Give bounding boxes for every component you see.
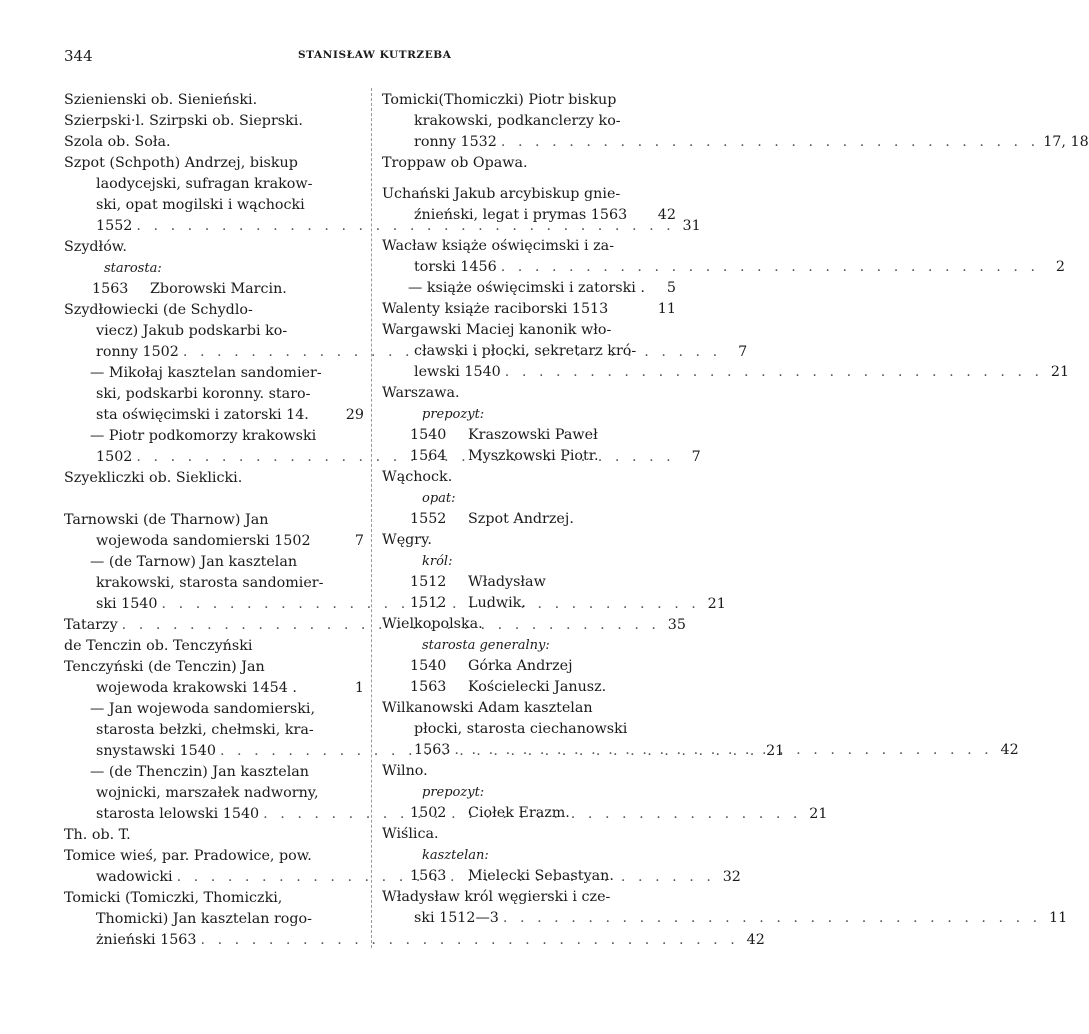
index-entry-line	[64, 720, 364, 741]
index-entry-line	[64, 90, 364, 111]
entry-text: — Jan wojewoda sandomierski,	[90, 701, 316, 717]
entry-text: Szienienski ob. Sienieński.	[64, 92, 258, 108]
index-entry-line	[64, 384, 364, 405]
entry-year: 1564	[410, 448, 447, 464]
index-entry-line	[382, 908, 1068, 929]
index-entry-line	[64, 216, 701, 237]
entry-text: torski 1456	[414, 259, 497, 275]
page-number: 344	[64, 47, 93, 65]
dot-leader	[497, 257, 1043, 278]
index-entry-line	[382, 866, 676, 887]
entry-text: snystawski 1540	[96, 743, 216, 759]
index-entry-line	[64, 573, 364, 594]
page-reference: 42	[657, 207, 676, 223]
index-entry-line	[64, 909, 364, 930]
index-entry-line	[382, 362, 1070, 383]
index-entry-line	[382, 761, 676, 782]
entry-text: 1552	[96, 218, 133, 234]
entry-name: Mielecki Sebastyan.	[468, 868, 614, 884]
index-entry-line	[382, 446, 676, 467]
entry-year: 1563	[410, 679, 447, 695]
dot-leader	[501, 362, 1047, 383]
index-entry-line	[382, 320, 676, 341]
index-entry-line	[382, 111, 676, 132]
page-reference: 2	[1055, 259, 1066, 275]
entry-text: Walenty książe raciborski 1513	[382, 301, 609, 317]
index-entry-line	[64, 363, 364, 384]
index-entry-line	[382, 341, 676, 362]
entry-text: starosta lelowski 1540	[96, 806, 260, 822]
entry-text: Tarnowski (de Tharnow) Jan	[64, 512, 269, 528]
entry-text: Szierpski·l. Szirpski ob. Sieprski.	[64, 113, 303, 129]
index-entry-line	[382, 530, 676, 551]
entry-text: Wąchock.	[382, 469, 453, 485]
index-entry-line	[64, 132, 364, 153]
index-entry-line	[382, 425, 676, 446]
index-entry-line	[382, 677, 676, 698]
entry-text: Wacław książe oświęcimski i za-	[382, 238, 615, 254]
entry-text: 1563	[414, 742, 451, 758]
index-entry-line	[64, 174, 364, 195]
entry-year: 1502	[410, 805, 447, 821]
index-entry-line	[382, 719, 676, 740]
entry-text: Tomicki (Tomiczki, Thomiczki,	[64, 890, 283, 906]
running-head: STANISŁAW KUTRZEBA	[298, 49, 452, 61]
entry-year: 1563	[410, 868, 447, 884]
index-entry-line	[64, 258, 364, 279]
entry-text: ski, podskarbi koronny. staro-	[96, 386, 311, 402]
entry-name: Szpot Andrzej.	[468, 511, 574, 527]
index-entry-line	[382, 824, 676, 845]
entry-text: Warszawa.	[382, 385, 460, 401]
entry-text: — książe oświęcimski i zatorski .	[408, 280, 645, 296]
entry-text: — (de Tarnow) Jan kasztelan	[90, 554, 298, 570]
index-entry-line	[382, 551, 676, 572]
entry-text: ski, opat mogilski i wąchocki	[96, 197, 305, 213]
entry-text: viecz) Jakub podskarbi ko-	[96, 323, 288, 339]
entry-text: ski 1540	[96, 596, 158, 612]
page-reference: 7	[738, 344, 748, 360]
index-entry-line	[64, 321, 364, 342]
entry-year: 1552	[410, 511, 447, 527]
index-entry-line	[64, 153, 364, 174]
page-reference: 21	[766, 743, 785, 759]
entry-text: Władysław król węgierski i cze-	[382, 889, 611, 905]
entry-text: ski 1512—3	[414, 910, 499, 926]
index-entry-line	[64, 678, 364, 699]
entry-name: Górka Andrzej	[468, 658, 573, 674]
entry-text: kasztelan:	[422, 848, 489, 863]
index-entry-line	[64, 825, 364, 846]
entry-text: Thomicki) Jan kasztelan rogo-	[96, 911, 312, 927]
dot-leader	[499, 908, 1045, 929]
index-entry-line	[382, 184, 676, 205]
page-reference: 1	[354, 680, 364, 696]
entry-year: 1563	[92, 281, 129, 297]
index-entry-line	[64, 111, 364, 132]
index-entry-line	[382, 698, 676, 719]
page-reference: 21	[1050, 364, 1070, 380]
entry-text: król:	[422, 554, 453, 569]
index-entry-line	[64, 846, 364, 867]
index-entry-line	[382, 90, 676, 111]
index-entry-line	[382, 236, 676, 257]
entry-text: starosta:	[104, 261, 162, 276]
page-reference: 42	[1000, 742, 1019, 758]
index-entry-line	[382, 887, 676, 908]
entry-year: 1540	[410, 658, 447, 674]
index-entry-line	[64, 510, 364, 531]
page-header	[64, 47, 664, 69]
entry-text: — (de Thenczin) Jan kasztelan	[90, 764, 310, 780]
page-reference: 42	[746, 932, 765, 948]
page-reference: 21	[707, 596, 726, 612]
index-entry-line	[382, 299, 676, 320]
index-entry-line	[382, 257, 1066, 278]
index-entry-line	[64, 279, 364, 300]
index-entry-line	[382, 635, 676, 656]
entry-text: Uchański Jakub arcybiskup gnie-	[382, 186, 621, 202]
entry-text: laodycejski, sufragan krakow-	[96, 176, 313, 192]
index-entry-line	[382, 467, 676, 488]
entry-name: Myszkowski Piotr.	[468, 448, 599, 464]
page-reference: 21	[809, 806, 828, 822]
entry-text: prepozyt:	[422, 407, 485, 422]
entry-text: lewski 1540	[414, 364, 501, 380]
entry-text: ronny 1532	[414, 134, 497, 150]
entry-text: Tatarzy	[64, 617, 118, 633]
entry-year: 1512	[410, 595, 447, 611]
page-reference: 17, 18	[1043, 134, 1089, 150]
entry-name: Kościelecki Janusz.	[468, 679, 607, 695]
index-entry-line	[382, 572, 676, 593]
entry-name: Ciołek Erazm.	[468, 805, 570, 821]
entry-text: Wilno.	[382, 763, 428, 779]
index-entry-line	[382, 614, 676, 635]
index-entry-line	[64, 762, 364, 783]
entry-text: prepozyt:	[422, 785, 485, 800]
index-entry-line	[382, 803, 676, 824]
index-entry-line	[64, 636, 364, 657]
index-entry-line	[382, 153, 676, 174]
entry-year: 1512	[410, 574, 447, 590]
index-entry-line	[382, 132, 1089, 153]
entry-text: Wargawski Maciej kanonik wło-	[382, 322, 612, 338]
index-entry-line	[382, 205, 676, 226]
entry-text: Tomicki(Thomiczki) Piotr biskup	[382, 92, 617, 108]
entry-text: krakowski, podkanclerzy ko-	[414, 113, 621, 129]
entry-text: wadowicki	[96, 869, 173, 885]
page-reference: 11	[1049, 910, 1068, 926]
entry-text: 1502	[96, 449, 133, 465]
entry-text: Tomice wieś, par. Pradowice, pow.	[64, 848, 312, 864]
index-entry-line	[382, 488, 676, 509]
index-entry-line	[64, 426, 364, 447]
entry-text: Wiślica.	[382, 826, 439, 842]
entry-text: Tenczyński (de Tenczin) Jan	[64, 659, 265, 675]
index-entry-line	[382, 656, 676, 677]
index-entry-line	[64, 552, 364, 573]
entry-text: Szola ob. Soła.	[64, 134, 171, 150]
dot-leader	[196, 930, 742, 951]
dot-leader	[450, 740, 996, 761]
dot-leader	[497, 132, 1043, 153]
entry-text: ronny 1502	[96, 344, 179, 360]
entry-name: Kraszowski Paweł	[468, 427, 598, 443]
entry-text: Szydłowiecki (de Schydlo-	[64, 302, 253, 318]
index-entry-line	[64, 888, 364, 909]
index-entry-line	[382, 593, 676, 614]
page-reference: 32	[722, 869, 741, 885]
entry-text: — Mikołaj kasztelan sandomier-	[90, 365, 322, 381]
index-entry-line	[64, 699, 364, 720]
entry-name: Zborowski Marcin.	[150, 281, 287, 297]
index-entry-line	[64, 783, 364, 804]
index-entry-line	[64, 237, 364, 258]
entry-name: Władysław	[468, 574, 546, 590]
index-entry-line	[64, 300, 364, 321]
entry-text: Szpot (Schpoth) Andrzej, biskup	[64, 155, 298, 171]
page-reference: 11	[657, 301, 676, 317]
index-entry-line	[64, 468, 364, 489]
page-reference: 7	[691, 449, 701, 465]
entry-text: Węgry.	[382, 532, 432, 548]
index-entry-line	[382, 404, 676, 425]
index-entry-line	[64, 657, 364, 678]
entry-text: — Piotr podkomorzy krakowski	[90, 428, 317, 444]
page-reference: 31	[682, 218, 701, 234]
entry-text: wojnicki, marszałek nadworny,	[96, 785, 319, 801]
index-entry-line	[64, 930, 765, 951]
entry-text: Szyekliczki ob. Sieklicki.	[64, 470, 243, 486]
index-entry-line	[382, 509, 676, 530]
entry-text: sta oświęcimski i zatorski 14.	[96, 407, 309, 423]
entry-text: płocki, starosta ciechanowski	[414, 721, 628, 737]
index-entry-line	[382, 383, 676, 404]
index-entry-line	[64, 405, 364, 426]
index-entry-line	[64, 531, 364, 552]
page-reference: 7	[354, 533, 364, 549]
index-entry-line	[382, 278, 676, 299]
entry-text: żnieński 1563	[96, 932, 197, 948]
entry-text: Szydłów.	[64, 239, 127, 255]
entry-text: Wielkopolska.	[382, 616, 483, 632]
entry-text: starosta generalny:	[422, 638, 550, 653]
page-reference: 5	[666, 280, 676, 296]
entry-text: opat:	[422, 491, 456, 506]
entry-year: 1540	[410, 427, 447, 443]
entry-text: źnieński, legat i prymas 1563	[414, 207, 628, 223]
page-reference: 35	[667, 617, 686, 633]
entry-text: de Tenczin ob. Tenczyński	[64, 638, 253, 654]
entry-text: starosta bełzki, chełmski, kra-	[96, 722, 314, 738]
entry-text: Wilkanowski Adam kasztelan	[382, 700, 593, 716]
entry-text: Troppaw ob Opawa.	[382, 155, 528, 171]
entry-text: wojewoda sandomierski 1502	[96, 533, 311, 549]
index-entry-line	[382, 782, 676, 803]
page-reference: 29	[345, 407, 364, 423]
entry-text: krakowski, starosta sandomier-	[96, 575, 324, 591]
index-entry-line	[382, 845, 676, 866]
entry-text: wojewoda krakowski 1454 .	[96, 680, 297, 696]
entry-text: cławski i płocki, sekretarz kró-	[414, 343, 637, 359]
entry-name: Ludwik.	[468, 595, 526, 611]
entry-text: Th. ob. T.	[64, 827, 131, 843]
index-entry-line	[64, 195, 364, 216]
